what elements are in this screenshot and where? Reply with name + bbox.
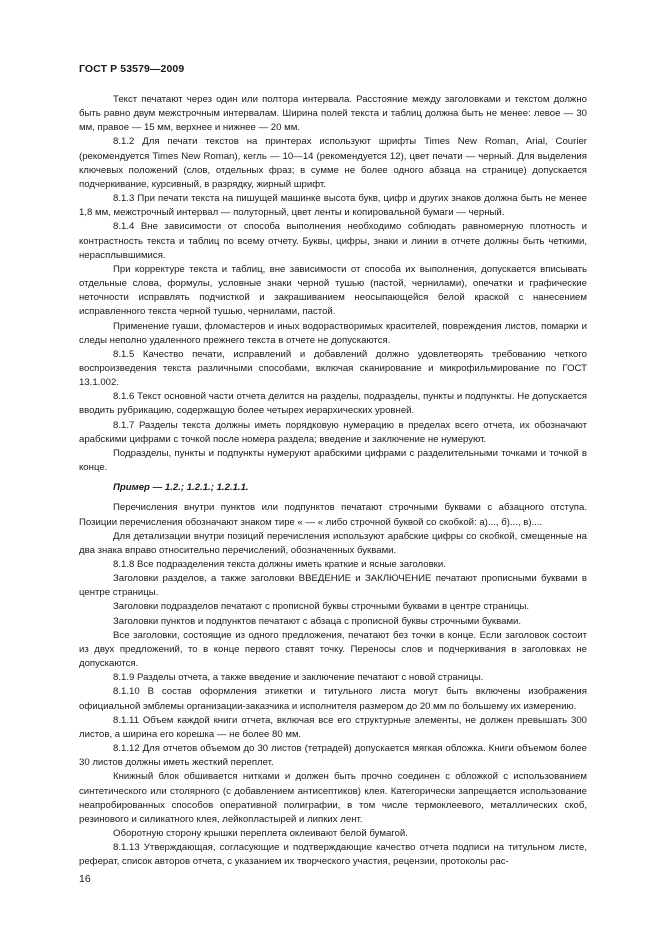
- paragraph: 8.1.6 Текст основной части отчета делится на разделы, подразделы, пункты и подпункты. Не допускается вводить рубрикацию, содержащую более четырех иерархических уровней.: [79, 391, 587, 417]
- paragraph: Применение гуаши, фломастеров и иных водорастворимых красителей, повреждения листов, помарки и следы неполно удаленного прежнего текста в отчете не допускаются.: [79, 320, 587, 346]
- standard-header: ГОСТ Р 53579—2009: [79, 63, 185, 75]
- paragraph: При корректуре текста и таблиц, вне зависимости от способа их выполнения, допускается вписывать отдельные слова, формулы, условные знаки черной тушью (пастой, чернилами), опечатки и графические неточности исправлять подчисткой и закрашиванием неосыпающейся белой краской с нанесением исправленного текста черной тушью, чернилами, пастой.: [79, 263, 587, 318]
- paragraph: Заголовки разделов, а также заголовки ВВЕДЕНИЕ и ЗАКЛЮЧЕНИЕ печатают прописными буквами в центре страницы.: [79, 573, 587, 599]
- paragraph: 8.1.4 Вне зависимости от способа выполнения необходимо соблюдать равномерную плотность и контрастность текста и таблиц по всему отчету. Буквы, цифры, знаки и линии в отчете должны быть четкими, нерасплывшимися.: [79, 221, 587, 261]
- paragraph: Заголовки подразделов печатают с прописной буквы строчными буквами в центре страницы.: [113, 601, 530, 613]
- paragraph: 8.1.7 Разделы текста должны иметь порядковую нумерацию в пределах всего отчета, их обозначают арабскими цифрами с точкой после номера раздела; введение и заключение не нумеруют.: [79, 419, 587, 445]
- document-body: [79, 93, 587, 869]
- paragraph: 8.1.13 Утверждающая, согласующие и подтверждающие качество отчета подписи на титульном листе, реферат, список авторов отчета, с указанием их творческого участия, рецензии, протоколы рас-: [79, 842, 587, 868]
- paragraph: Заголовки пунктов и подпунктов печатают с абзаца с прописной буквы строчными буквами.: [113, 615, 522, 627]
- paragraph: 8.1.8 Все подразделения текста должны иметь краткие и ясные заголовки.: [113, 559, 446, 570]
- paragraph: Текст печатают через один или полтора интервала. Расстояние между заголовками и текстом должно быть равно двум межстрочным интервалам. Ширина полей текста и таблиц должна быть не менее: левое — 30 мм, правое — 15 мм, верхнее и нижнее — 20 мм.: [79, 94, 587, 134]
- paragraph: Перечисления внутри пунктов или подпунктов печатают строчными буквами с абзацного отступа. Позиции перечисления обозначают знаком тире « — « либо строчной буквой со скобкой: а)..., б)..., в)....: [79, 502, 587, 528]
- paragraph: Оборотную сторону крышки переплета оклеивают белой бумагой.: [113, 827, 408, 839]
- paragraph: 8.1.5 Качество печати, исправлений и добавлений должно удовлетворять требованию четкого воспроизведения текста различными способами, включая сканирование и микрофильмирование по ГОСТ 13.1.002.: [79, 348, 587, 389]
- paragraph: 8.1.11 Объем каждой книги отчета, включая все его структурные элементы, не должен превышать 300 листов, а ширина его корешка — не более 80 мм.: [79, 714, 587, 740]
- paragraph: Подразделы, пункты и подпункты нумеруют арабскими цифрами с разделительными точками и точкой в конце.: [79, 447, 587, 474]
- paragraph: Книжный блок обшивается нитками и должен быть прочно соединен с обложкой с использованием синтетического или столярного (с добавлением антисептиков) клея. Категорически запрещается использование неапробированных способов оперативной полиграфии, в том числе термоклеевого, металлических скоб, резинового и силикатного клея, лейкопластырей и липких лент.: [79, 771, 587, 825]
- paragraph: 8.1.2 Для печати текстов на принтерах используют шрифты Times New Roman, Arial, Courier (рекомендуется Times New Roman), кегль — 10—14 (рекомендуется 12), цвет печати — черный. Для выделения ключевых положений (слов, отдельных фраз; в сумме не более одного абзаца на странице) допускается подчеркивание, курсивный, в разрядку, жирный шрифт.: [79, 136, 587, 190]
- paragraph: 8.1.12 Для отчетов объемом до 30 листов (тетрадей) допускается мягкая обложка. Книги объемом более 30 листов должны иметь жесткий переплет.: [79, 743, 587, 769]
- paragraph: Все заголовки, состоящие из одного предложения, печатают без точки в конце. Если заголовок состоит из двух предложений, то в конце первого ставят точку. Переносы слов и подчеркивания в заголовках не допускаются.: [79, 629, 587, 670]
- paragraph: 8.1.10 В состав оформления этикетки и титульного листа могут быть включены изображения официальной эмблемы организации-заказчика и исполнителя размером до 20 мм по большему их измерению.: [79, 686, 587, 712]
- paragraph: 8.1.9 Разделы отчета, а также введение и заключение печатают с новой страницы.: [113, 672, 484, 684]
- page-number: 16: [79, 873, 91, 885]
- paragraph: 8.1.3 При печати текста на пишущей машинке высота букв, цифр и других знаков должна быть не менее 1,8 мм, межстрочный интервал — полуторный, цвет ленты и копировальной бумаги — черный.: [79, 193, 587, 219]
- example-line: Пример — 1.2.; 1.2.1.; 1.2.1.1.: [113, 482, 249, 494]
- paragraph: Для детализации внутри позиций перечисления используют арабские цифры со скобкой, смещенные на два знака вправо относительно перечислений, обозначенных буквами.: [79, 530, 587, 556]
